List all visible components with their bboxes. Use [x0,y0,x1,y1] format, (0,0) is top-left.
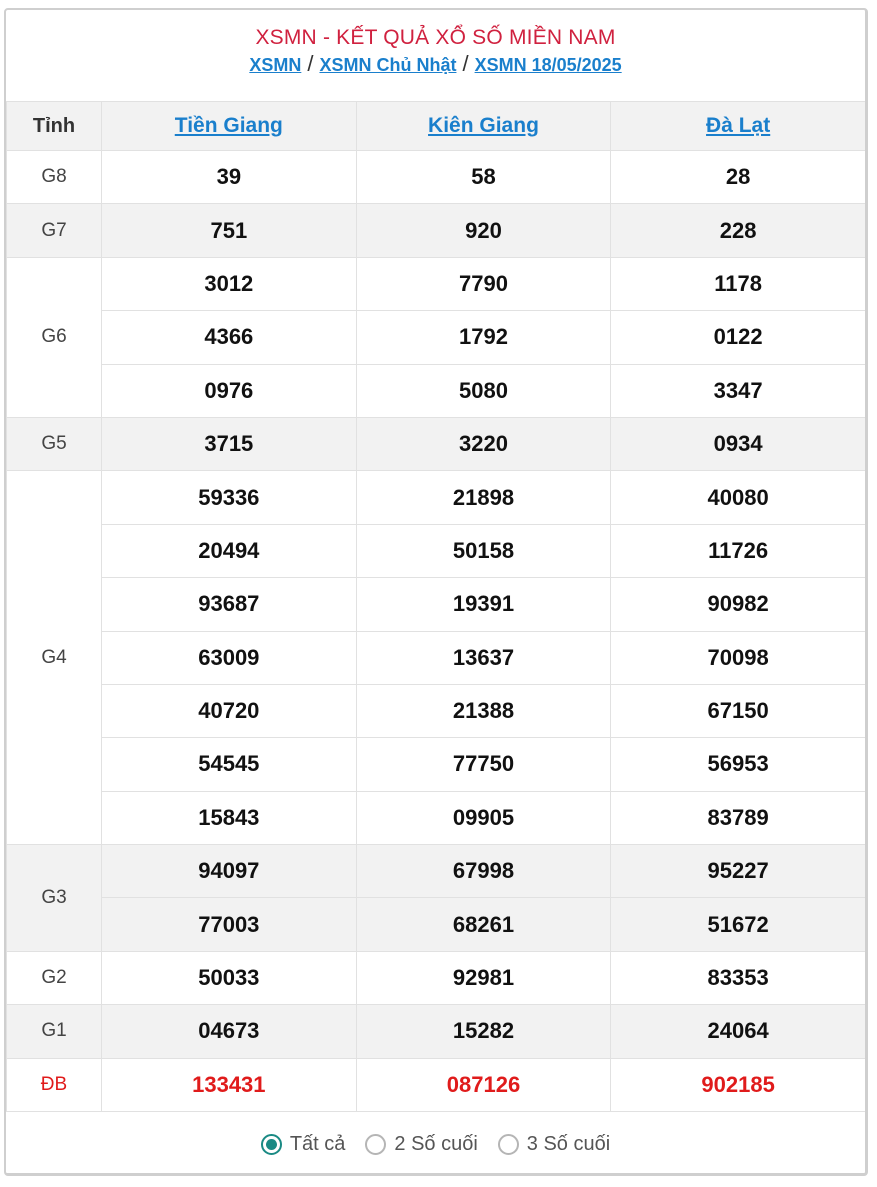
result-number: 228 [611,204,866,257]
result-number: 087126 [356,1058,611,1111]
prize-label: G3 [7,845,102,952]
result-number: 39 [102,151,357,204]
result-number: 3012 [102,257,357,310]
result-number: 3347 [611,364,866,417]
result-number: 77003 [102,898,357,951]
result-number: 920 [356,204,611,257]
result-number: 68261 [356,898,611,951]
prize-label: G7 [7,204,102,257]
result-number: 1178 [611,257,866,310]
prize-row-db [7,1058,866,1111]
result-number: 20494 [102,524,357,577]
result-number: 04673 [102,1005,357,1058]
result-number: 56953 [611,738,866,791]
prize-label: G2 [7,951,102,1004]
breadcrumb-separator: / [462,51,469,76]
result-number: 40080 [611,471,866,524]
result-number: 0976 [102,364,357,417]
result-number: 93687 [102,578,357,631]
result-number: 63009 [102,631,357,684]
result-number: 83353 [611,951,866,1004]
result-number: 77750 [356,738,611,791]
prize-row-g4 [7,471,866,524]
result-number: 21388 [356,684,611,737]
result-number: 09905 [356,791,611,844]
results-table [6,101,866,1112]
result-number: 3220 [356,417,611,470]
result-number: 67998 [356,845,611,898]
result-number: 902185 [611,1058,866,1111]
page-title: XSMN - KẾT QUẢ XỔ SỐ MIỀN NAM [255,26,616,49]
prize-row-g7 [7,204,866,257]
prize-row-g3 [7,845,866,898]
result-number: 40720 [102,684,357,737]
breadcrumb-separator: / [307,51,314,76]
result-number: 92981 [356,951,611,1004]
prize-row-g6 [7,257,866,310]
breadcrumb-link-weekday[interactable]: XSMN Chủ Nhật [319,55,457,75]
result-number: 94097 [102,845,357,898]
result-number: 24064 [611,1005,866,1058]
result-number: 4366 [102,311,357,364]
result-number: 21898 [356,471,611,524]
result-number: 7790 [356,257,611,310]
filter-option-last-2[interactable] [365,1133,477,1156]
prize-row-g6 [7,364,866,417]
result-number: 133431 [102,1058,357,1111]
result-number: 50158 [356,524,611,577]
prize-row-g4 [7,524,866,577]
prize-label: G4 [7,471,102,845]
prize-label: ĐB [7,1058,102,1111]
result-number: 67150 [611,684,866,737]
result-number: 95227 [611,845,866,898]
province-column-label: Tỉnh [7,102,102,151]
filter-option-label: 2 Số cuối [394,1132,478,1155]
filter-option-label: 3 Số cuối [526,1132,611,1155]
filter-option-all[interactable] [261,1133,346,1156]
digit-filter [6,1112,865,1176]
result-number: 11726 [611,524,866,577]
filter-option-last-3[interactable] [498,1133,610,1156]
result-number: 90982 [611,578,866,631]
breadcrumb [6,53,865,76]
prize-label: G1 [7,1005,102,1058]
breadcrumb-link-xsmn[interactable]: XSMN [249,55,302,75]
result-number: 83789 [611,791,866,844]
prize-row-g4 [7,738,866,791]
prize-row-g6 [7,311,866,364]
results-card [4,8,868,1176]
result-number: 54545 [102,738,357,791]
result-number: 0934 [611,417,866,470]
prize-row-g4 [7,791,866,844]
result-number: 51672 [611,898,866,951]
prize-row-g4 [7,684,866,737]
prize-row-g3 [7,898,866,951]
result-number: 19391 [356,578,611,631]
result-number: 28 [611,151,866,204]
breadcrumb-link-date[interactable]: XSMN 18/05/2025 [474,55,622,75]
prize-row-g4 [7,578,866,631]
result-number: 59336 [102,471,357,524]
radio-empty-icon[interactable] [365,1134,386,1155]
province-header [611,102,866,151]
prize-label: G6 [7,257,102,417]
table-header-row [7,102,866,151]
result-number: 58 [356,151,611,204]
result-number: 751 [102,204,357,257]
prize-label: G8 [7,151,102,204]
prize-row-g5 [7,417,866,470]
result-number: 70098 [611,631,866,684]
result-number: 13637 [356,631,611,684]
province-header [356,102,611,151]
prize-row-g4 [7,631,866,684]
result-number: 3715 [102,417,357,470]
result-number: 1792 [356,311,611,364]
province-header [102,102,357,151]
result-number: 5080 [356,364,611,417]
radio-empty-icon[interactable] [498,1134,519,1155]
radio-selected-icon[interactable] [261,1134,282,1155]
results-header [6,10,865,101]
province-link-tien-giang[interactable]: Tiền Giang [174,114,283,137]
prize-label: G5 [7,417,102,470]
province-link-kien-giang[interactable]: Kiên Giang [428,114,539,137]
prize-row-g8 [7,151,866,204]
result-number: 15843 [102,791,357,844]
result-number: 0122 [611,311,866,364]
result-number: 15282 [356,1005,611,1058]
filter-option-label: Tất cả [289,1132,346,1155]
result-number: 50033 [102,951,357,1004]
prize-row-g2 [7,951,866,1004]
prize-row-g1 [7,1005,866,1058]
province-link-da-lat[interactable]: Đà Lạt [706,114,771,137]
